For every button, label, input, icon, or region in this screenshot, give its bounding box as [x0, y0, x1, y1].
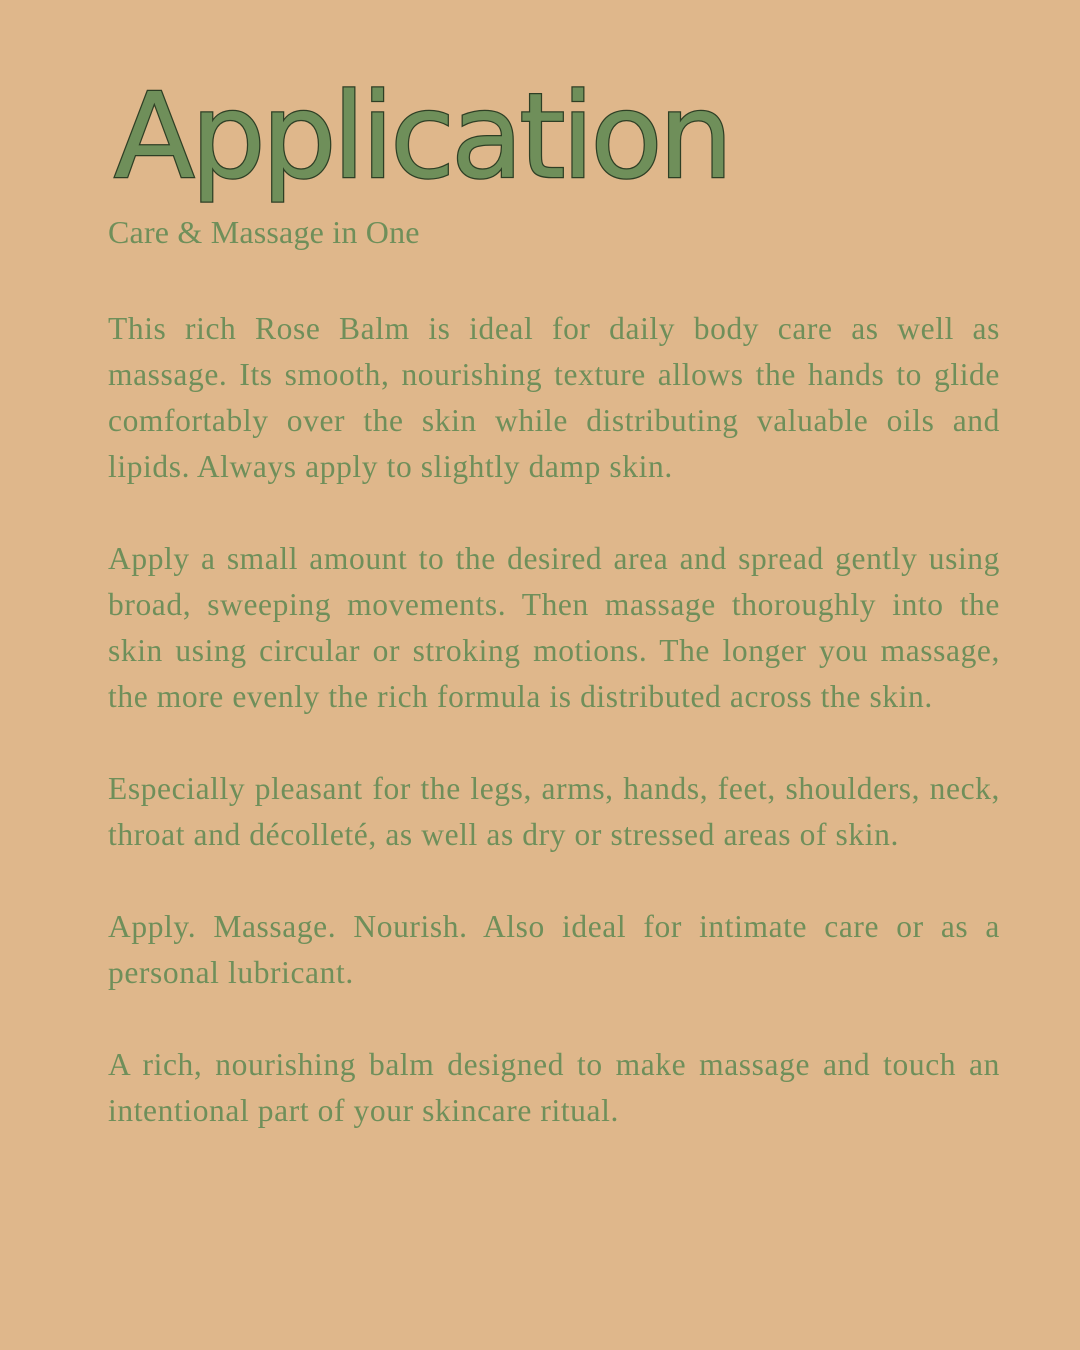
paragraph-closing: A rich, nourishing balm designed to make massage and touch an intentional part of your skincare ritual. — [108, 1047, 1000, 1128]
page-title — [110, 55, 730, 225]
page-title-text: Application — [114, 67, 730, 205]
paragraph-directions: Apply a small amount to the desired area and spread gently using broad, sweeping movements. Then massage thoroughly into the skin using circular or stroking motions. The longer you massage, the more evenly the rich formula is distributed across the skin. — [108, 541, 1000, 714]
body-text — [108, 306, 1000, 1180]
paragraph-intro: This rich Rose Balm is ideal for daily body care as well as massage. Its smooth, nourishing texture allows the hands to glide comfortably over the skin while distributing valuable oils and lipids. Always apply to slightly damp skin. — [108, 311, 1000, 484]
page-subtitle: Care & Massage in One — [108, 214, 420, 250]
paragraph-tagline: Apply. Massage. Nourish. Also ideal for intimate care or as a personal lubricant. — [108, 909, 1000, 990]
paragraph-areas: Especially pleasant for the legs, arms, hands, feet, shoulders, neck, throat and décolleté, as well as dry or stressed areas of skin. — [108, 771, 1000, 852]
